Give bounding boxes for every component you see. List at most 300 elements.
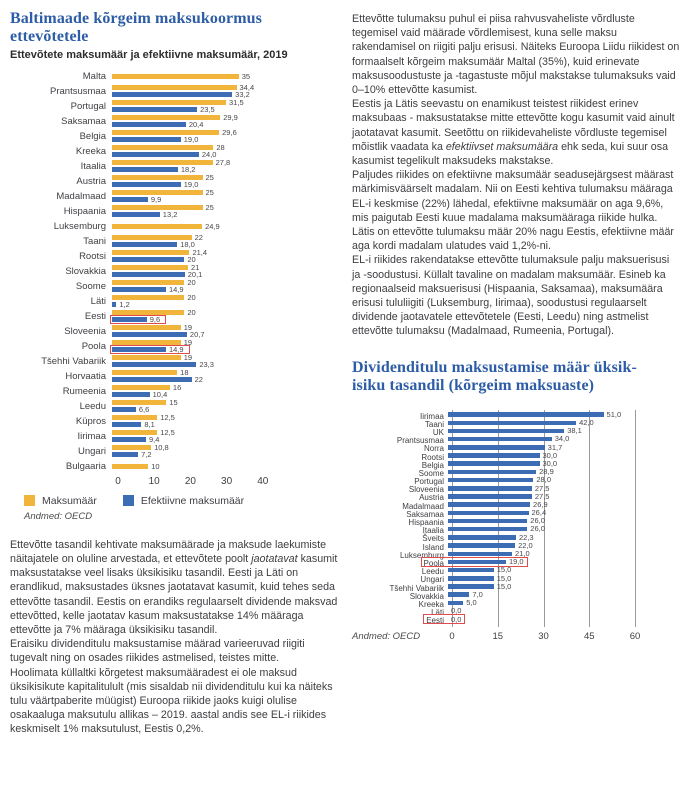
country-label: Luksemburg xyxy=(399,550,444,560)
country-label: Bulgaaria xyxy=(65,460,106,472)
value-label: 22 xyxy=(194,375,203,385)
country-label: Küpros xyxy=(75,415,106,427)
efektiivne-bar xyxy=(112,182,181,187)
country-label: Poola xyxy=(81,340,106,352)
value-label: 25 xyxy=(205,203,214,213)
bar-group xyxy=(112,398,338,415)
value-label: 16 xyxy=(172,383,182,393)
value-label: 10,8 xyxy=(154,443,169,453)
dividend-tax-bar xyxy=(448,461,540,466)
country-label: Soome xyxy=(75,280,106,292)
maksumaar-bar xyxy=(112,224,202,229)
dividend-tax-bar xyxy=(448,601,463,606)
maksumaar-bar xyxy=(112,370,177,375)
chart2-x-axis xyxy=(352,629,680,645)
value-label: 7,0 xyxy=(472,589,483,599)
bar-group xyxy=(112,71,338,81)
blue-bar-line xyxy=(112,345,188,355)
yellow-bar-line xyxy=(112,323,193,333)
country-label: Hispaania xyxy=(408,518,444,528)
country-label: Rootsi xyxy=(421,452,444,462)
bar-group xyxy=(112,188,338,205)
yellow-bar-line xyxy=(112,128,237,138)
bar-group xyxy=(112,293,338,310)
value-label: 19,0 xyxy=(183,180,199,190)
value-label: 8,1 xyxy=(144,420,155,430)
country-label: Sloveenia xyxy=(408,485,444,495)
chart1-row xyxy=(10,279,338,294)
chart1-row xyxy=(10,354,338,369)
country-label: Horvaatia xyxy=(65,370,106,382)
paragraph: Hoolimata küllaltki kõrgetest maksumääradest ei ole maksud üksikisikute kapitalitulult (mis sisaldab nii dividenditulu kui ka näiteks tulu väärtpaberite müügist) Euroopa riikide jaoks kuigi olulise osakaaluga maksutulu allikas – 2019. aastal andis see EL-i riikides keskmiselt 1% maksutulust, Eestis 0,2%. xyxy=(10,666,333,736)
dividend-tax-bar xyxy=(448,527,527,532)
country-label: Saksamaa xyxy=(406,509,444,519)
country-label: Ungari xyxy=(78,445,106,457)
bar-group xyxy=(112,113,338,130)
country-label: Malta xyxy=(82,70,106,82)
value-label: 9,4 xyxy=(149,435,160,445)
efektiivne-bar xyxy=(112,92,232,97)
blue-bar-line xyxy=(112,105,215,115)
dividend-tax-bar xyxy=(448,576,494,581)
country-label: Madalmaad xyxy=(402,501,444,511)
value-label: 27,5 xyxy=(534,491,550,501)
blue-bar-line xyxy=(112,270,203,280)
value-label: 10 xyxy=(151,461,160,471)
country-label: Itaalia xyxy=(422,526,444,536)
country-label: Itaalia xyxy=(80,160,106,172)
efektiivne-bar xyxy=(112,137,181,142)
value-label: 34,0 xyxy=(554,434,570,444)
value-label: 34,4 xyxy=(239,83,255,93)
bar-group xyxy=(112,428,338,445)
dividend-tax-bar xyxy=(448,535,516,540)
yellow-bar-line xyxy=(112,353,193,363)
chart1-row xyxy=(10,174,338,189)
value-label: 38,1 xyxy=(567,426,582,436)
efektiivne-bar xyxy=(112,437,146,442)
country-label: Kreeka xyxy=(75,145,106,157)
yellow-bar-line xyxy=(112,461,160,471)
bar-group xyxy=(112,353,338,370)
value-label: 18,0 xyxy=(180,240,195,250)
dividend-tax-bar xyxy=(448,592,469,597)
dividend-tax-bar xyxy=(448,494,532,499)
value-label: 20 xyxy=(187,255,196,265)
chart2-title-line1: Dividenditulu maksustamise määr üksik- xyxy=(352,358,637,376)
country-label: Norra xyxy=(423,444,444,454)
country-label: Taani xyxy=(83,235,106,247)
value-label: 15 xyxy=(169,398,178,408)
efektiivne-swatch-icon xyxy=(123,495,134,506)
axis-tick-label: 60 xyxy=(629,631,641,643)
country-label: Belgia xyxy=(79,130,106,142)
country-label: Prantsusmaa xyxy=(50,85,106,97)
efektiivne-bar xyxy=(112,272,185,277)
country-label: Leedu xyxy=(421,567,444,577)
value-label: 26,4 xyxy=(531,508,547,518)
value-label: 26,0 xyxy=(530,524,545,534)
value-label: 7,2 xyxy=(141,450,152,460)
value-label: 29,6 xyxy=(222,128,237,138)
value-label: 12,5 xyxy=(160,413,175,423)
chart1-row xyxy=(10,114,338,129)
yellow-bar-line xyxy=(112,71,251,81)
yellow-bar-line xyxy=(112,98,244,108)
country-label: Tšehhi Vabariik xyxy=(41,355,106,367)
dividend-tax-bar xyxy=(448,486,532,491)
yellow-bar-line xyxy=(112,173,214,183)
dividend-tax-bar xyxy=(448,552,512,557)
blue-bar-line xyxy=(112,360,214,370)
blue-bar-line xyxy=(112,120,204,130)
blue-bar-line xyxy=(112,135,199,145)
chart1-row xyxy=(10,429,338,444)
value-label: 20,7 xyxy=(189,330,205,340)
maksumaar-bar xyxy=(112,464,148,469)
maksumaar-bar xyxy=(112,115,220,120)
chart1-row xyxy=(10,99,338,114)
bar-group xyxy=(112,221,338,231)
dividend-tax-bar xyxy=(448,470,536,475)
yellow-bar-line xyxy=(112,188,214,198)
yellow-bar-line xyxy=(112,221,220,231)
efektiivne-bar xyxy=(112,347,166,352)
country-label: Portugal xyxy=(70,100,106,112)
maksumaar-bar xyxy=(112,250,189,255)
efektiivne-bar xyxy=(112,392,150,397)
country-label: Iirimaa xyxy=(419,411,444,421)
chart1-row xyxy=(10,309,338,324)
efektiivne-bar xyxy=(112,122,186,127)
chart1-row xyxy=(10,129,338,144)
dividend-tax-bar xyxy=(448,560,506,565)
bar-group xyxy=(112,203,338,220)
dividend-tax-bar xyxy=(448,584,494,589)
value-label: 20 xyxy=(187,308,196,318)
blue-bar-line xyxy=(112,210,178,220)
value-label: 20 xyxy=(187,278,196,288)
value-label: 21 xyxy=(191,263,200,273)
bar-group xyxy=(112,413,338,430)
efektiivne-bar xyxy=(112,377,192,382)
value-label: 26,0 xyxy=(530,516,545,526)
efektiivne-bar xyxy=(112,452,138,457)
maksumaar-bar xyxy=(112,310,184,315)
country-label: Eesti xyxy=(84,310,106,322)
country-label: Läti xyxy=(431,608,444,618)
country-label: Slovakkia xyxy=(409,591,444,601)
axis-tick-label: 0 xyxy=(115,475,121,487)
value-label: 13,2 xyxy=(162,210,178,220)
value-label: 5,0 xyxy=(466,598,477,608)
value-label: 15,0 xyxy=(496,565,512,575)
value-label: 24,9 xyxy=(205,221,220,231)
blue-bar-line xyxy=(112,330,205,340)
blue-bar-line xyxy=(112,255,196,265)
value-label: 28,0 xyxy=(536,475,551,485)
value-label: 25 xyxy=(205,173,214,183)
country-label: Island xyxy=(422,542,444,552)
value-label: 33,2 xyxy=(235,90,250,100)
legend-item-efektiivne xyxy=(123,495,244,507)
value-label: 9,9 xyxy=(150,195,162,205)
efektiivne-bar xyxy=(112,152,199,157)
maksumaar-bar xyxy=(112,74,239,79)
efektiivne-bar xyxy=(112,167,178,172)
value-label: 14,9 xyxy=(168,285,184,295)
efektiivne-bar xyxy=(112,242,177,247)
value-label: 51,0 xyxy=(606,409,622,419)
country-label: Sloveenia xyxy=(64,325,106,337)
value-label: 24,0 xyxy=(201,150,217,160)
dividend-tax-bar xyxy=(448,453,540,458)
axis-tick-label: 40 xyxy=(257,475,269,487)
dividend-tax-bar xyxy=(448,543,515,548)
chart1-row xyxy=(10,219,338,234)
chart1-row xyxy=(10,69,338,84)
left-column xyxy=(10,10,338,794)
value-label: 9,6 xyxy=(149,315,161,325)
blue-bar-line xyxy=(112,165,196,175)
chart1-row xyxy=(10,399,338,414)
bar-group xyxy=(112,83,338,100)
country-label: Rootsi xyxy=(79,250,106,262)
blue-bar-line xyxy=(112,240,195,250)
chart1-row xyxy=(10,339,338,354)
blue-bar-line xyxy=(112,450,152,460)
country-label: Prantsusmaa xyxy=(396,436,444,446)
value-label: 20,1 xyxy=(187,270,203,280)
dividend-tax-bar xyxy=(448,502,530,507)
maksumaar-bar xyxy=(112,205,203,210)
yellow-bar-line xyxy=(112,368,189,378)
value-label: 42,0 xyxy=(579,418,594,428)
chart2-source: Andmed: OECD xyxy=(352,631,421,643)
chart1-title: Baltimaade kõrgeim maksukoormus ettevõtetele xyxy=(10,10,262,45)
value-label: 23,5 xyxy=(200,105,215,115)
value-label: 31,5 xyxy=(229,98,244,108)
country-label: Taani xyxy=(424,419,444,429)
blue-bar-line xyxy=(112,405,150,415)
chart1-row xyxy=(10,264,338,279)
blue-bar-line xyxy=(112,195,162,205)
axis-tick-label: 0 xyxy=(449,631,455,643)
efektiivne-bar xyxy=(112,197,148,202)
bar-group xyxy=(112,368,338,385)
chart1-row xyxy=(10,294,338,309)
country-label: Šveits xyxy=(422,534,444,544)
value-label: 25 xyxy=(205,188,214,198)
country-label: Iirimaa xyxy=(77,430,106,442)
value-label: 19 xyxy=(183,353,193,363)
value-label: 0,0 xyxy=(451,606,462,616)
country-label: Madalmaad xyxy=(56,190,106,202)
country-label: Eesti xyxy=(426,616,444,626)
value-label: 19 xyxy=(183,323,193,333)
axis-tick-label: 10 xyxy=(148,475,160,487)
value-label: 28 xyxy=(216,143,225,153)
bar-group xyxy=(112,98,338,115)
axis-tick-label: 45 xyxy=(583,631,595,643)
chart1-x-axis xyxy=(115,475,338,490)
country-label: Austria xyxy=(419,493,444,503)
value-label: 28,9 xyxy=(539,467,554,477)
blue-bar-line xyxy=(112,420,155,430)
maksumaar-bar xyxy=(112,85,237,90)
chart2-title xyxy=(352,359,680,395)
efektiivne-bar xyxy=(112,422,141,427)
chart2-row xyxy=(352,614,462,626)
efektiivne-bar xyxy=(112,212,160,217)
value-label: 15,0 xyxy=(496,573,512,583)
dividend-tax-bar xyxy=(448,519,527,524)
dividend-tax-chart xyxy=(352,409,680,626)
efektiivne-bar xyxy=(112,362,196,367)
country-label: Portugal xyxy=(414,477,444,487)
blue-bar-line xyxy=(112,390,168,400)
blue-bar-line xyxy=(112,435,160,445)
country-label-cell xyxy=(352,610,448,628)
yellow-bar-line xyxy=(112,158,231,168)
value-label: 26,9 xyxy=(533,499,548,509)
chart1-row xyxy=(10,444,338,459)
value-label: 27,8 xyxy=(215,158,231,168)
value-label: 27,5 xyxy=(534,483,550,493)
efektiivne-bar xyxy=(112,332,187,337)
value-label: 20,4 xyxy=(188,120,204,130)
chart1-row xyxy=(10,234,338,249)
chart1-legend xyxy=(24,495,338,507)
chart1-row xyxy=(10,159,338,174)
blue-bar-line xyxy=(112,315,164,325)
bar-group xyxy=(112,263,338,280)
chart1-row xyxy=(10,459,338,474)
value-label: 22 xyxy=(194,233,203,243)
country-label: Luksemburg xyxy=(53,220,106,232)
chart1-row xyxy=(10,324,338,339)
dividend-tax-bar xyxy=(448,478,533,483)
maksumaar-bar xyxy=(112,145,213,150)
paragraph: Eraisiku dividenditulu maksustamise määrad varieeruvad riigiti tugevalt ning on osades riikides astmelised, teistes mitte. xyxy=(10,638,305,665)
value-label: 21,4 xyxy=(192,248,208,258)
dividend-tax-bar xyxy=(448,511,529,516)
value-label: 18 xyxy=(180,368,189,378)
bar-group xyxy=(112,278,338,295)
bar-group xyxy=(112,248,338,265)
value-label: 19,0 xyxy=(183,135,199,145)
bar-group xyxy=(112,323,338,340)
bar-group xyxy=(112,158,338,175)
value-label: 12,5 xyxy=(160,428,175,438)
value-label: 10,4 xyxy=(152,390,168,400)
yellow-bar-line xyxy=(112,383,182,393)
dividend-tax-bar xyxy=(448,421,576,426)
value-label: 19 xyxy=(183,338,193,348)
value-label: 29,9 xyxy=(223,113,238,123)
country-label: Poola xyxy=(423,558,444,568)
country-label: Saksamaa xyxy=(61,115,106,127)
yellow-bar-line xyxy=(112,113,238,123)
value-label: 35 xyxy=(241,71,251,81)
blue-bar-line xyxy=(112,180,199,190)
value-label: 22,3 xyxy=(519,532,534,542)
maksumaar-bar xyxy=(112,355,181,360)
dividend-tax-bar xyxy=(448,568,494,573)
axis-tick-label: 30 xyxy=(221,475,233,487)
value-label: 18,2 xyxy=(180,165,196,175)
dividend-tax-bar xyxy=(448,429,564,434)
chart1-row xyxy=(10,144,338,159)
yellow-bar-line xyxy=(112,83,255,93)
blue-bar-line xyxy=(112,375,203,385)
value-label: 21,0 xyxy=(515,549,530,559)
country-label: Austria xyxy=(76,175,106,187)
chart1-row xyxy=(10,384,338,399)
value-label: 30,0 xyxy=(542,458,558,468)
value-label: 30,0 xyxy=(542,450,558,460)
blue-bar-line xyxy=(112,285,184,295)
bar-group xyxy=(112,338,338,355)
country-label: Rumeenia xyxy=(62,385,106,397)
yellow-bar-line xyxy=(112,263,200,273)
value-label: 0,0 xyxy=(451,614,462,624)
chart1-row xyxy=(10,84,338,99)
efektiivne-bar xyxy=(112,287,166,292)
efektiivne-bar xyxy=(112,257,184,262)
axis-tick-label: 30 xyxy=(538,631,549,643)
value-label: 23,3 xyxy=(199,360,214,370)
paragraph: Ettevõtte tasandil kehtivate maksumäärade ja maksude laekumiste näitajatele on oluline arvestada, et ettevõtete poolt jaotatavat kasumit maksustatakse veel lisaks üksikisiku tasandil. Eesti ja Läti on erandlikud, maksustades üksnes jaotatavat kasumit, kuid tehes seda ettevõtte tasandil. Eestis on erandiks regulaarselt dividende maksvad ettevõtted, kelle jaotatav kasum maksustatakse 14% määraga ettevõtte ja 7% määraga üksikisiku tasandil. xyxy=(10,538,338,637)
value-label: 1,2 xyxy=(119,300,130,310)
corporate-tax-chart xyxy=(10,69,338,474)
bar-group xyxy=(112,443,338,460)
value-label: 22,0 xyxy=(518,540,533,550)
chart1-source: Andmed: OECD xyxy=(24,510,93,522)
country-label: Slovakkia xyxy=(65,265,106,277)
country-label: Läti xyxy=(90,295,106,307)
paragraph: EL-i riikides rakendatakse ettevõtte tulumaksule palju maksuerisusi ja -soodustusi. Küllalt tavaline on madalam maksumäär. Esineb ka regionaalseid maksuerisusi (Hispaania, Saksamaa), maksumäära erisusi tululiigiti (Luksemburg, Iirimaa), soodustusi regulaarselt dividende jaotavatele ettevõtetele (Eesti, Leedu) ning astmelist ettevõtte tulumaksu (Madalmaad, Rumeenia, Portugal). xyxy=(352,254,670,338)
dividend-tax-bar xyxy=(448,445,545,450)
maksumaar-bar xyxy=(112,130,219,135)
bar-group xyxy=(112,128,338,145)
chart1-row xyxy=(10,249,338,264)
paragraph: Ettevõtte tulumaksu puhul ei piisa rahvusvaheliste võrdluste tegemisel vaid määrade võrdlemisest, kuna selle maksu rakendamisel on riigiti palju erisusi. Näiteks Euroopa Liidu riikidest on formaalselt kõrgeim maksumäär Maltal (35%), kuid erinevate maksusoodustuste ja -tagastuste mõjul makstakse tulumaksuks vaid 0–10% ettevõtte kasumist. xyxy=(352,13,680,97)
chart1-subtitle: Ettevõtete maksumäär ja efektiivne maksumäär, 2019 xyxy=(10,48,288,61)
chart1-row xyxy=(10,414,338,429)
legend-item-maksumaar xyxy=(24,495,97,507)
country-label: Kreeka xyxy=(418,599,444,609)
yellow-bar-line xyxy=(112,428,175,438)
value-label: 19,0 xyxy=(508,557,524,567)
country-label: Belgia xyxy=(421,460,444,470)
efektiivne-bar xyxy=(112,302,116,307)
right-column xyxy=(352,10,680,794)
maksumaar-bar xyxy=(112,160,213,165)
blue-bar-line xyxy=(112,150,217,160)
legend-label: Efektiivne maksumäär xyxy=(140,494,245,507)
efektiivne-bar xyxy=(112,407,136,412)
paragraph: Eestis ja Lätis seevastu on enamikust teistest riikidest erinev maksubaas - maksustatakse mitte ettevõtte kogu kasumit vaid ainult jaotatavat kasumit. Seetõttu on riikidevaheliste võrdluste tegemisel mõistlik vaadata ka efektiivset maksumäära ehk seda, kui suur osa kasumist tegelikult maksudeks makstakse. xyxy=(352,98,675,168)
dividend-tax-bar xyxy=(448,412,604,417)
bar-group xyxy=(112,383,338,400)
country-label: Leedu xyxy=(79,400,106,412)
axis-tick-label: 20 xyxy=(184,475,196,487)
blue-bar-line xyxy=(112,90,250,100)
left-text-block xyxy=(10,538,338,737)
value-label: 15,0 xyxy=(496,581,512,591)
gridline xyxy=(635,410,636,627)
